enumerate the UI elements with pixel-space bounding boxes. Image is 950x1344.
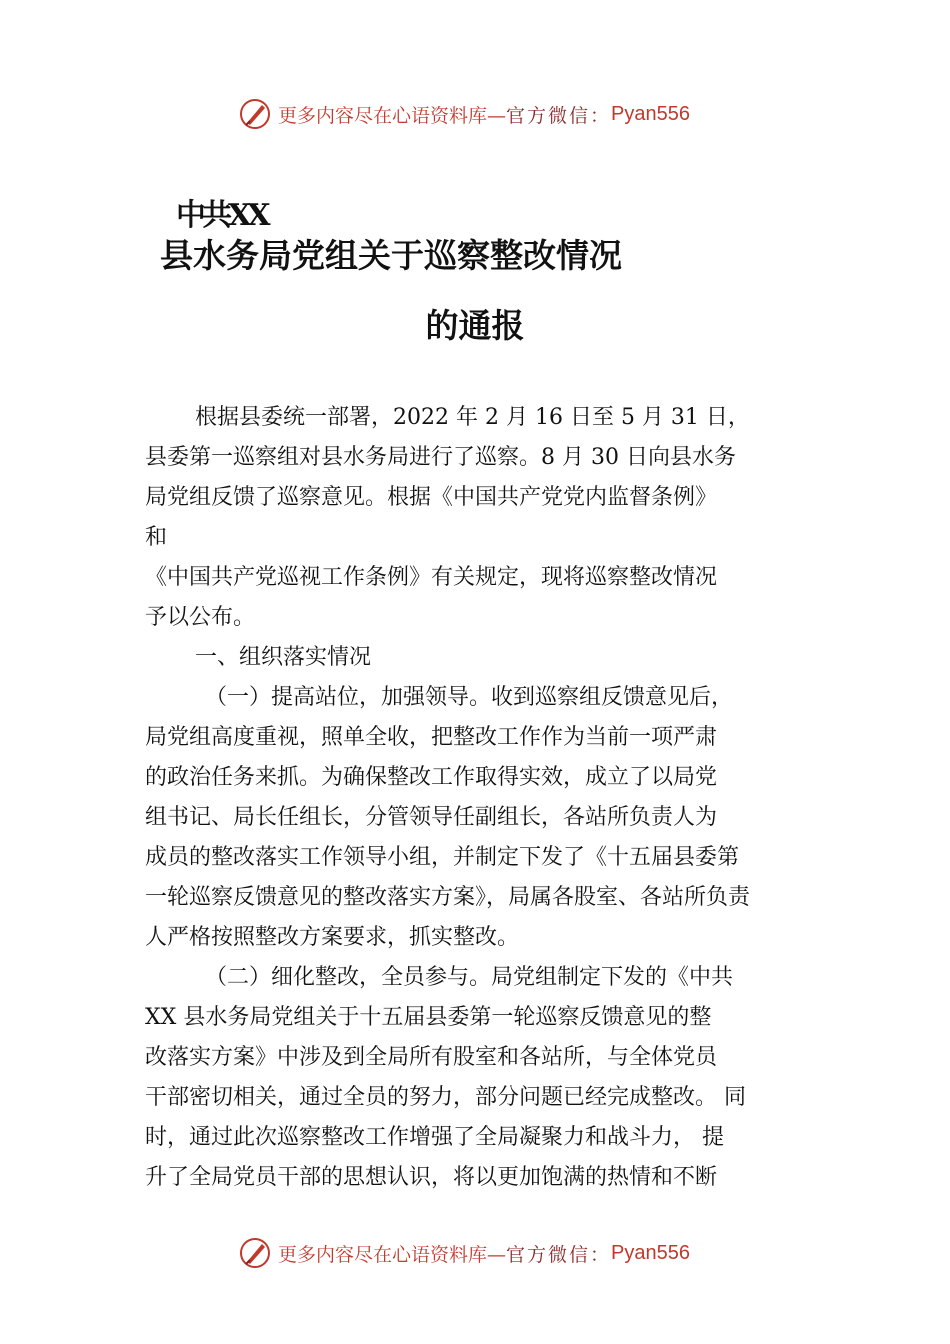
body-line: 升了全局党员干部的思想认识，将以更加饱满的热情和不断 — [145, 1165, 718, 1190]
watermark-footer — [238, 1236, 690, 1270]
watermark-text: 更多内容尽在心语资料库— — [278, 104, 507, 127]
body-line: XX 县水务局党组关于十五届县委第一轮巡察反馈意见的整 — [145, 1005, 712, 1030]
watermark-wechat-label: 官方微信： — [506, 104, 612, 127]
section-heading: 一、组织落实情况 — [195, 645, 372, 670]
body-line: 组书记、局长任组长，分管领导任副组长，各站所负责人为 — [145, 805, 718, 830]
document-body — [145, 398, 825, 1198]
body-line: 成员的整改落实工作领导小组，并制定下发了《十五届县委第 — [145, 845, 740, 870]
quill-logo-icon — [238, 1236, 272, 1270]
body-line: 县委第一巡察组对县水务局进行了巡察。8 月 30 日向县水务 — [145, 445, 736, 470]
body-line: 予以公布。 — [145, 605, 256, 630]
body-line: 局党组反馈了巡察意见。根据《中国共产党党内监督条例》 — [145, 485, 718, 510]
body-line: 人严格按照整改方案要求，抓实整改。 — [145, 925, 520, 950]
watermark-text: 更多内容尽在心语资料库— — [278, 1243, 507, 1266]
watermark-wechat-label: 官方微信： — [506, 1243, 612, 1266]
subsection-heading: （二）细化整改，全员参与。局党组制定下发的《中共 — [205, 965, 734, 990]
body-line: 局党组高度重视，照单全收，把整改工作作为当前一项严肃 — [145, 725, 718, 750]
subsection-heading: （一）提高站位，加强领导。收到巡察组反馈意见后， — [205, 685, 734, 710]
watermark-header — [238, 97, 690, 131]
document-title-continued: 的通报 — [425, 306, 525, 345]
body-line: 的政治任务来抓。为确保整改工作取得实效，成立了以局党 — [145, 765, 718, 790]
body-line: 时，通过此次巡察整改工作增强了全局凝聚力和战斗力， 提 — [145, 1125, 724, 1150]
watermark-wechat-id: Pyan556 — [611, 1241, 690, 1264]
body-line: 和 — [145, 525, 168, 550]
document-title: 县水务局党组关于巡察整改情况 — [160, 236, 622, 275]
body-line: 《中国共产党巡视工作条例》有关规定，现将巡察整改情况 — [145, 565, 718, 590]
body-line: 改落实方案》中涉及到全局所有股室和各站所，与全体党员 — [145, 1045, 718, 1070]
title-prefix: 中共XX — [176, 198, 267, 233]
body-line: 一轮巡察反馈意见的整改落实方案》，局属各股室、各站所负责 — [145, 885, 751, 910]
quill-logo-icon — [238, 97, 272, 131]
watermark-wechat-id: Pyan556 — [611, 102, 690, 125]
body-line: 干部密切相关，通过全员的努力，部分问题已经完成整改。 同 — [145, 1085, 746, 1110]
body-line: 根据县委统一部署，2022 年 2 月 16 日至 5 月 31 日， — [195, 405, 750, 430]
